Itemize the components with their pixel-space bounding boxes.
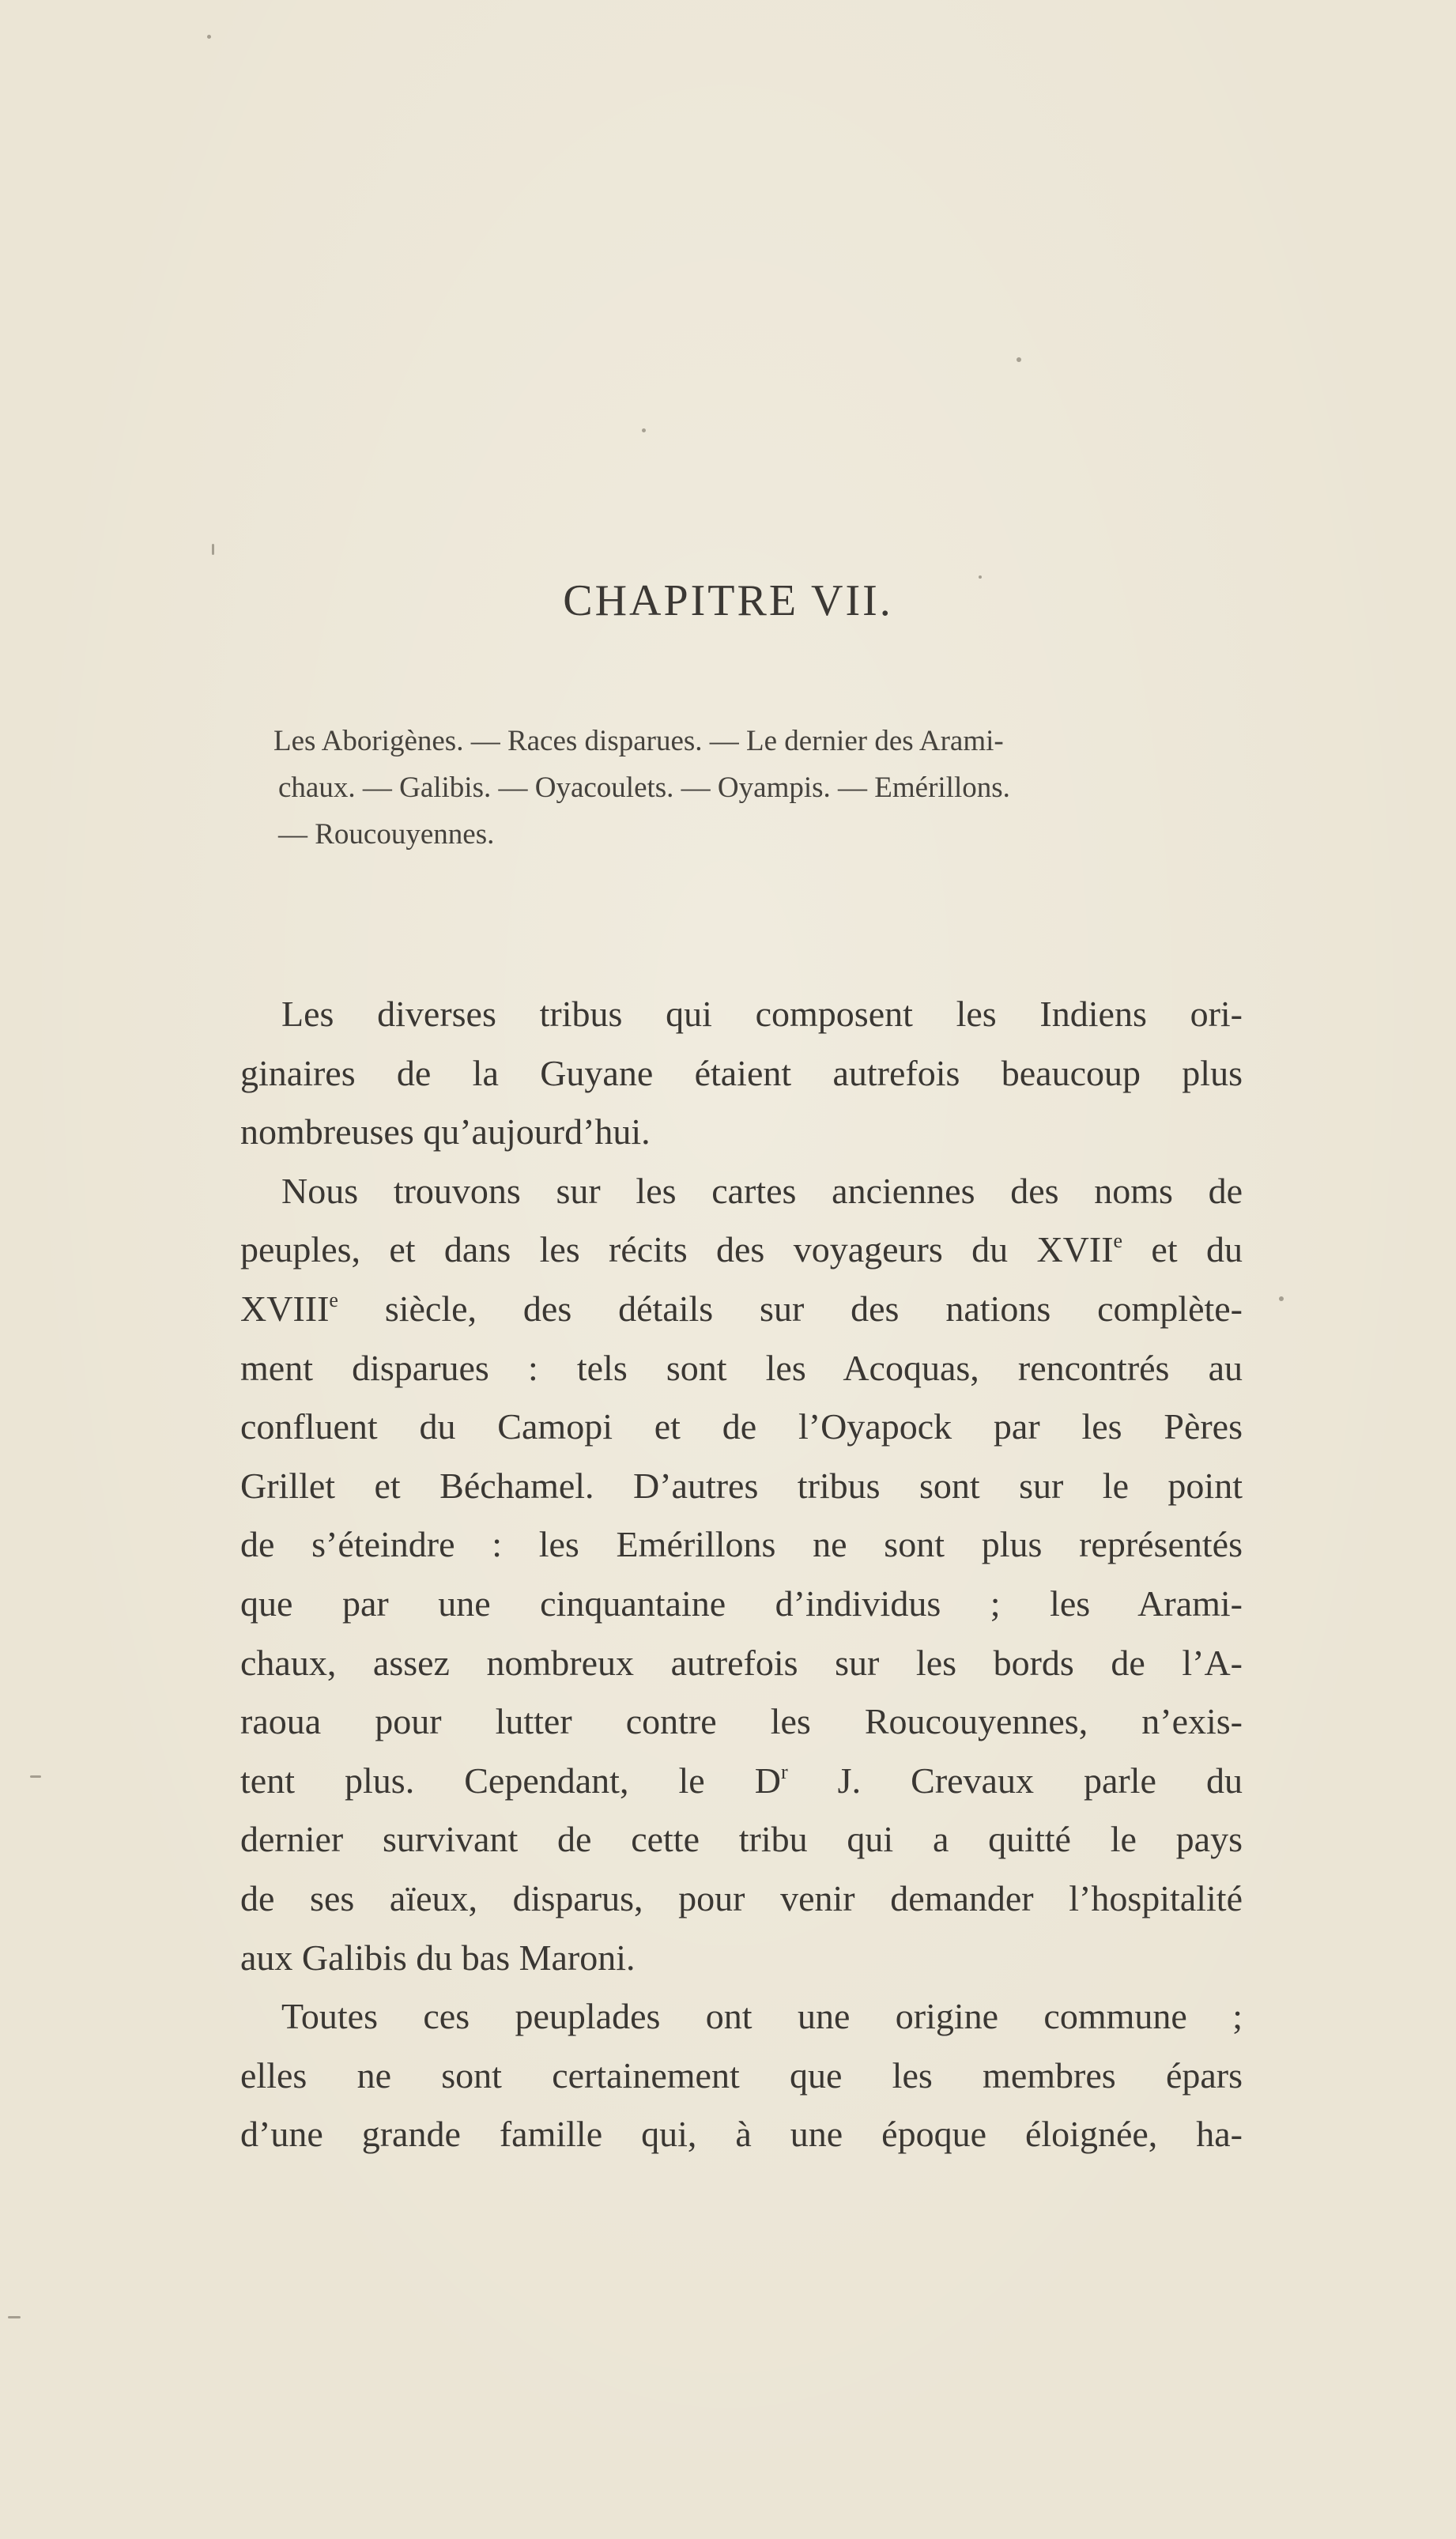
text-line bbox=[240, 1220, 1243, 1280]
text-line bbox=[240, 1752, 1243, 1811]
text-fragment: tent plus. Cependant, le D bbox=[240, 1760, 781, 1801]
text-line: chaux, assez nombreux autrefois sur les bords de l’A- bbox=[240, 1642, 1243, 1683]
paper-speck bbox=[1017, 357, 1021, 362]
text-line: que par une cinquantaine d’individus ; les Arami- bbox=[240, 1583, 1243, 1624]
body-text bbox=[240, 985, 1243, 2164]
text-line bbox=[240, 1280, 1243, 1339]
text-line: de s’éteindre : les Emérillons ne sont plus représentés bbox=[240, 1524, 1243, 1565]
text-fragment: peuples, et dans les récits des voyageurs du XVII bbox=[240, 1229, 1114, 1270]
text-line: Grillet et Béchamel. D’autres tribus sont sur le point bbox=[240, 1465, 1243, 1506]
summary-line: Les Aborigènes. — Races disparues. — Le dernier des Arami- bbox=[273, 725, 1004, 757]
paper-speck bbox=[1279, 1296, 1284, 1301]
superscript: e bbox=[1113, 1229, 1123, 1253]
summary-line: chaux. — Galibis. — Oyacoulets. — Oyampis. — Emérillons. bbox=[278, 772, 1010, 804]
text-line: nombreuses qu’aujourd’hui. bbox=[240, 1111, 651, 1153]
chapter-title: CHAPITRE VII. bbox=[563, 576, 893, 625]
text-line: Les diverses tribus qui composent les Indiens ori- bbox=[281, 994, 1243, 1034]
text-line: Toutes ces peuplades ont une origine commune ; bbox=[281, 1996, 1243, 2037]
paper-speck bbox=[207, 35, 211, 39]
text-line: aux Galibis du bas Maroni. bbox=[240, 1937, 636, 1978]
paper-speck bbox=[212, 544, 214, 555]
text-line: ginaires de la Guyane étaient autrefois beaucoup plus bbox=[240, 1052, 1243, 1093]
text-line: de ses aïeux, disparus, pour venir demander l’hospitalité bbox=[240, 1877, 1243, 1918]
text-fragment: XVIII bbox=[240, 1288, 330, 1329]
text-line: elles ne sont certainement que les membres épars bbox=[240, 2054, 1243, 2096]
text-line: Nous trouvons sur les cartes anciennes des noms de bbox=[281, 1170, 1243, 1211]
text-fragment: siècle, des détails sur des nations complète- bbox=[338, 1288, 1243, 1329]
superscript: e bbox=[329, 1288, 338, 1311]
paper-speck bbox=[30, 1775, 41, 1778]
text-line: dernier survivant de cette tribu qui a quitté le pays bbox=[240, 1819, 1243, 1860]
text-fragment: J. Crevaux parle du bbox=[787, 1760, 1243, 1801]
text-fragment: et du bbox=[1122, 1229, 1243, 1270]
text-line: ment disparues : tels sont les Acoquas, rencontrés au bbox=[240, 1347, 1243, 1388]
superscript: r bbox=[780, 1760, 788, 1783]
paper-speck bbox=[8, 2316, 21, 2318]
paper-speck bbox=[642, 428, 646, 432]
chapter-summary bbox=[273, 718, 1268, 858]
text-line: raoua pour lutter contre les Roucouyennes, n’exis- bbox=[240, 1701, 1243, 1742]
paper-speck bbox=[979, 575, 982, 579]
summary-line: — Roucouyennes. bbox=[278, 818, 495, 851]
text-line: d’une grande famille qui, à une époque éloignée, ha- bbox=[240, 2114, 1243, 2155]
text-line: confluent du Camopi et de l’Oyapock par les Pères bbox=[240, 1406, 1243, 1447]
